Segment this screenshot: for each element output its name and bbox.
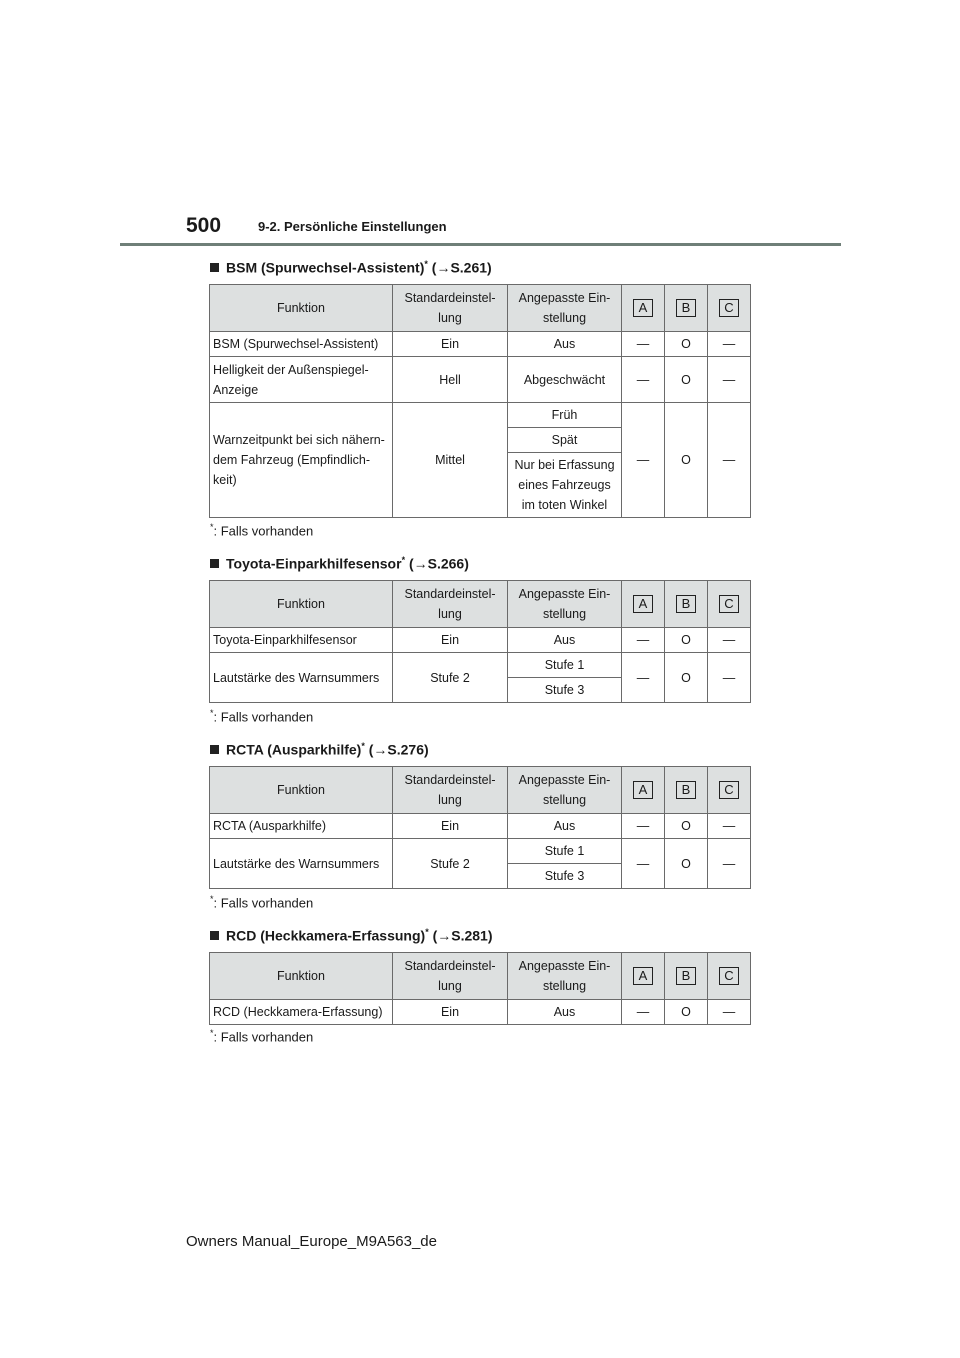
cell-c: — xyxy=(708,403,751,518)
page-reference: (→S.261) xyxy=(431,259,492,276)
cell-c: — xyxy=(708,628,751,653)
page-number: 500 xyxy=(186,214,222,237)
footnote-marker: * xyxy=(361,741,365,751)
setting-method-c-icon: C xyxy=(719,967,739,985)
cell-standard: Ein xyxy=(393,1000,508,1025)
cell-b: O xyxy=(665,332,708,357)
cell-a: — xyxy=(622,1000,665,1025)
cell-funktion: BSM (Spurwechsel-Assistent) xyxy=(210,332,393,357)
cell-funktion: Toyota-Einparkhilfesensor xyxy=(210,628,393,653)
settings-table-rcta xyxy=(209,766,751,889)
table-row xyxy=(210,1000,751,1025)
cell-funktion: RCTA (Ausparkhilfe) xyxy=(210,814,393,839)
cell-angepasst-option: Früh xyxy=(508,403,622,428)
setting-method-a-icon: A xyxy=(633,967,653,985)
cell-angepasst: Aus xyxy=(508,628,622,653)
settings-table-bsm xyxy=(209,284,751,518)
section-heading-rcta xyxy=(210,741,429,758)
table-row xyxy=(210,332,751,357)
table-header-row xyxy=(210,953,751,1000)
page-reference: (→S.266) xyxy=(408,555,469,572)
settings-table-rcd xyxy=(209,952,751,1025)
setting-method-c-icon: C xyxy=(719,595,739,613)
header-funktion: Funktion xyxy=(210,953,393,1000)
table-row xyxy=(210,839,751,864)
cell-angepasst-option: Stufe 3 xyxy=(508,678,622,703)
cell-b: O xyxy=(665,628,708,653)
footnote-text: : Falls vorhanden xyxy=(213,895,314,911)
header-funktion: Funktion xyxy=(210,767,393,814)
header-funktion: Funktion xyxy=(210,285,393,332)
cell-angepasst-option: Stufe 1 xyxy=(508,839,622,864)
cell-standard: Stufe 2 xyxy=(393,653,508,703)
cell-b: O xyxy=(665,1000,708,1025)
footnote xyxy=(210,1028,313,1044)
table-header-row xyxy=(210,581,751,628)
header-c xyxy=(708,285,751,332)
square-bullet-icon xyxy=(210,931,219,940)
setting-method-a-icon: A xyxy=(633,299,653,317)
section-title: RCD (Heckkamera-Erfassung) xyxy=(226,927,426,944)
header-a xyxy=(622,581,665,628)
header-standard: Standardeinstel- lung xyxy=(393,285,508,332)
setting-method-b-icon: B xyxy=(676,595,696,613)
footnote-marker: * xyxy=(401,555,406,565)
cell-a: — xyxy=(622,403,665,518)
chapter-title: 9-2. Persönliche Einstellungen xyxy=(258,219,447,234)
header-angepasst: Angepasste Ein- stellung xyxy=(508,285,622,332)
page-reference: (→S.281) xyxy=(432,927,493,944)
header-angepasst: Angepasste Ein- stellung xyxy=(508,767,622,814)
cell-a: — xyxy=(622,839,665,889)
table-row xyxy=(210,403,751,428)
setting-method-c-icon: C xyxy=(719,781,739,799)
section-title: BSM (Spurwechsel-Assistent) xyxy=(226,259,425,276)
square-bullet-icon xyxy=(210,745,219,754)
section-heading-bsm xyxy=(210,259,492,276)
header-b xyxy=(665,285,708,332)
footnote xyxy=(210,708,313,724)
cell-c: — xyxy=(708,839,751,889)
setting-method-c-icon: C xyxy=(719,299,739,317)
square-bullet-icon xyxy=(210,559,219,568)
header-angepasst: Angepasste Ein- stellung xyxy=(508,581,622,628)
cell-funktion: Helligkeit der Außenspiegel- Anzeige xyxy=(210,357,393,403)
footnote xyxy=(210,894,313,910)
cell-c: — xyxy=(708,653,751,703)
header-rule xyxy=(120,243,841,246)
footnote-marker: * xyxy=(424,259,428,269)
settings-table-einparkhilfe xyxy=(209,580,751,703)
header-b xyxy=(665,767,708,814)
cell-c: — xyxy=(708,814,751,839)
header-standard: Standardeinstel- lung xyxy=(393,953,508,1000)
setting-method-b-icon: B xyxy=(676,967,696,985)
page-reference: (→S.276) xyxy=(368,741,429,758)
cell-standard: Ein xyxy=(393,814,508,839)
setting-method-b-icon: B xyxy=(676,781,696,799)
table-row xyxy=(210,357,751,403)
section-title: RCTA (Ausparkhilfe) xyxy=(226,741,362,758)
cell-a: — xyxy=(622,653,665,703)
table-header-row xyxy=(210,285,751,332)
cell-b: O xyxy=(665,357,708,403)
cell-angepasst: Aus xyxy=(508,814,622,839)
cell-b: O xyxy=(665,839,708,889)
cell-angepasst-option: Stufe 1 xyxy=(508,653,622,678)
cell-c: — xyxy=(708,357,751,403)
cell-a: — xyxy=(622,357,665,403)
header-a xyxy=(622,767,665,814)
cell-standard: Ein xyxy=(393,628,508,653)
header-angepasst: Angepasste Ein- stellung xyxy=(508,953,622,1000)
header-c xyxy=(708,581,751,628)
cell-angepasst: Abgeschwächt xyxy=(508,357,622,403)
cell-a: — xyxy=(622,332,665,357)
cell-b: O xyxy=(665,814,708,839)
footnote-marker: * xyxy=(210,522,214,532)
cell-angepasst: Aus xyxy=(508,1000,622,1025)
setting-method-a-icon: A xyxy=(633,595,653,613)
section-heading-rcd xyxy=(210,927,493,944)
cell-c: — xyxy=(708,332,751,357)
cell-standard: Hell xyxy=(393,357,508,403)
footnote xyxy=(210,522,313,538)
cell-a: — xyxy=(622,814,665,839)
footnote-marker: * xyxy=(210,1028,214,1038)
cell-angepasst-option: Spät xyxy=(508,428,622,453)
footer-doc-id: Owners Manual_Europe_M9A563_de xyxy=(186,1233,437,1250)
cell-funktion: Lautstärke des Warnsummers xyxy=(210,653,393,703)
header-standard: Standardeinstel- lung xyxy=(393,581,508,628)
header-b xyxy=(665,581,708,628)
cell-funktion: Lautstärke des Warnsummers xyxy=(210,839,393,889)
cell-angepasst-option: Nur bei Erfassung eines Fahrzeugs im toten Winkel xyxy=(508,453,622,518)
header-a xyxy=(622,285,665,332)
cell-funktion: Warnzeitpunkt bei sich nähern- dem Fahrzeug (Empfindlich- keit) xyxy=(210,403,393,518)
table-row xyxy=(210,814,751,839)
cell-b: O xyxy=(665,403,708,518)
footnote-text: : Falls vorhanden xyxy=(213,523,314,539)
header-c xyxy=(708,767,751,814)
cell-funktion: RCD (Heckkamera-Erfassung) xyxy=(210,1000,393,1025)
header-standard: Standardeinstel- lung xyxy=(393,767,508,814)
footnote-text: : Falls vorhanden xyxy=(213,709,314,725)
footnote-marker: * xyxy=(210,708,214,718)
cell-c: — xyxy=(708,1000,751,1025)
table-row xyxy=(210,628,751,653)
header-c xyxy=(708,953,751,1000)
section-title: Toyota-Einparkhilfesensor xyxy=(226,555,402,572)
table-row xyxy=(210,653,751,678)
cell-standard: Stufe 2 xyxy=(393,839,508,889)
cell-standard: Ein xyxy=(393,332,508,357)
footnote-marker: * xyxy=(210,894,214,904)
setting-method-b-icon: B xyxy=(676,299,696,317)
cell-standard: Mittel xyxy=(393,403,508,518)
setting-method-a-icon: A xyxy=(633,781,653,799)
header-a xyxy=(622,953,665,1000)
header-funktion: Funktion xyxy=(210,581,393,628)
footnote-text: : Falls vorhanden xyxy=(213,1029,314,1045)
square-bullet-icon xyxy=(210,263,219,272)
cell-angepasst: Aus xyxy=(508,332,622,357)
cell-a: — xyxy=(622,628,665,653)
header-b xyxy=(665,953,708,1000)
cell-angepasst-option: Stufe 3 xyxy=(508,864,622,889)
table-header-row xyxy=(210,767,751,814)
footnote-marker: * xyxy=(425,927,429,937)
section-heading-einparkhilfe xyxy=(210,555,469,572)
cell-b: O xyxy=(665,653,708,703)
